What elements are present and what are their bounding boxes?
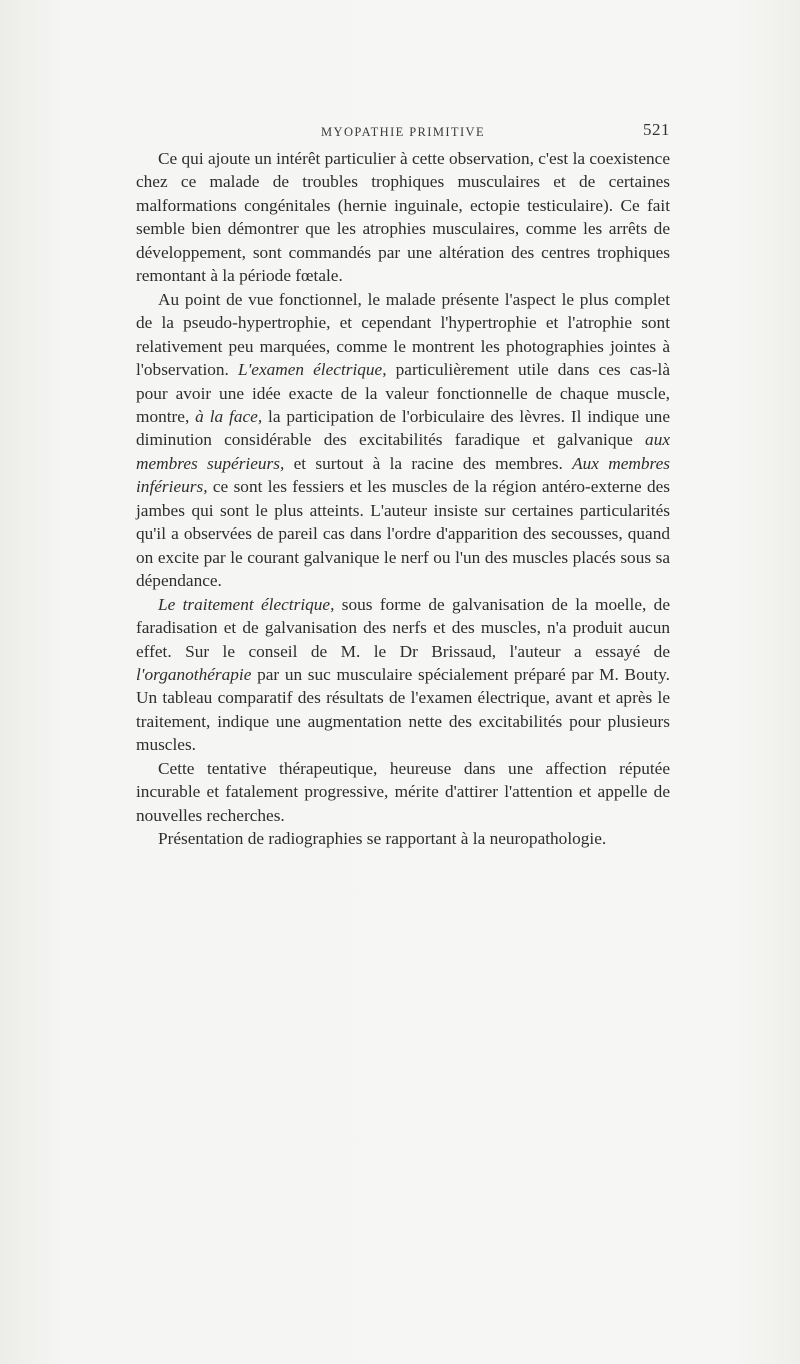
paragraph-3 xyxy=(136,593,670,757)
body-text xyxy=(136,147,670,851)
page-number: 521 xyxy=(643,120,670,139)
page-header xyxy=(136,120,670,144)
paragraph-4 xyxy=(136,757,670,827)
text-segment: Au point de vue fonctionnel, le malade présente l'aspect le plus complet de la pseudo-hypertrophie, et cependant l'hypertrophie et l'atrophie sont relativement peu marquées, comme le montrent les photographies jointes à l'observation. xyxy=(136,289,670,380)
italic-segment: à la face, xyxy=(195,406,263,426)
text-segment: et surtout à la racine des membres. xyxy=(284,453,573,473)
paragraph-2 xyxy=(136,288,670,593)
text-segment: sous forme de galvanisation de la moelle, de faradisation et de galvanisation des nerfs et des muscles, n'a produit aucun effet. Sur le conseil de M. le Dr Brissaud, l'auteur a essayé de xyxy=(136,594,670,661)
text-segment: Présentation de radiographies se rapportant à la neuropathologie. xyxy=(158,829,607,849)
text-segment: particulièrement utile dans ces cas-là pour avoir une idée exacte de la valeur fonctionnelle de chaque muscle, montre, xyxy=(136,360,671,426)
text-segment: Ce qui ajoute un intérêt particulier à cette observation, c'est la coexistence chez ce malade de troubles trophiques musculaires et de certaines malformations congénitales (hernie inguinale, ectopie testiculaire). Ce fait semble bien démontrer que les atrophies musculaires, comme les arrêts de développement, sont commandés par une altération des centres trophiques remontant à la période fœtale. xyxy=(136,149,670,286)
italic-segment: l'organothérapie xyxy=(136,664,252,684)
italic-segment: aux membres supérieurs, xyxy=(136,430,670,473)
italic-segment: L'examen électrique, xyxy=(237,360,387,380)
italic-segment: Aux membres inférieurs, xyxy=(136,453,671,497)
text-segment: ce sont les fessiers et les muscles de la région antéro-externe des jambes qui sont le plus atteints. L'auteur insiste sur certaines particularités qu'il a observées de pareil cas dans l'ordre d'apparition des secousses, quand on excite par le courant galvanique le nerf ou l'un des muscles placés sous sa dépendance. xyxy=(136,477,670,591)
text-segment: la participation de l'orbiculaire des lèvres. Il indique une diminution considérable des excitabilités faradique et galvanique xyxy=(136,406,670,450)
paragraph-1 xyxy=(136,147,670,288)
italic-segment: Le traitement électrique, xyxy=(158,594,335,614)
text-segment: Cette tentative thérapeutique, heureuse dans une affection réputée incurable et fatalement progressive, mérite d'attirer l'attention et appelle de nouvelles recherches. xyxy=(136,758,670,825)
paragraph-5 xyxy=(136,827,670,850)
text-segment: par un suc musculaire spécialement préparé par M. Bouty. Un tableau comparatif des résultats de l'examen électrique, avant et après le traitement, indique une augmentation nette des excitabilités pour plusieurs muscles. xyxy=(136,664,670,755)
running-title: MYOPATHIE PRIMITIVE xyxy=(321,125,485,139)
